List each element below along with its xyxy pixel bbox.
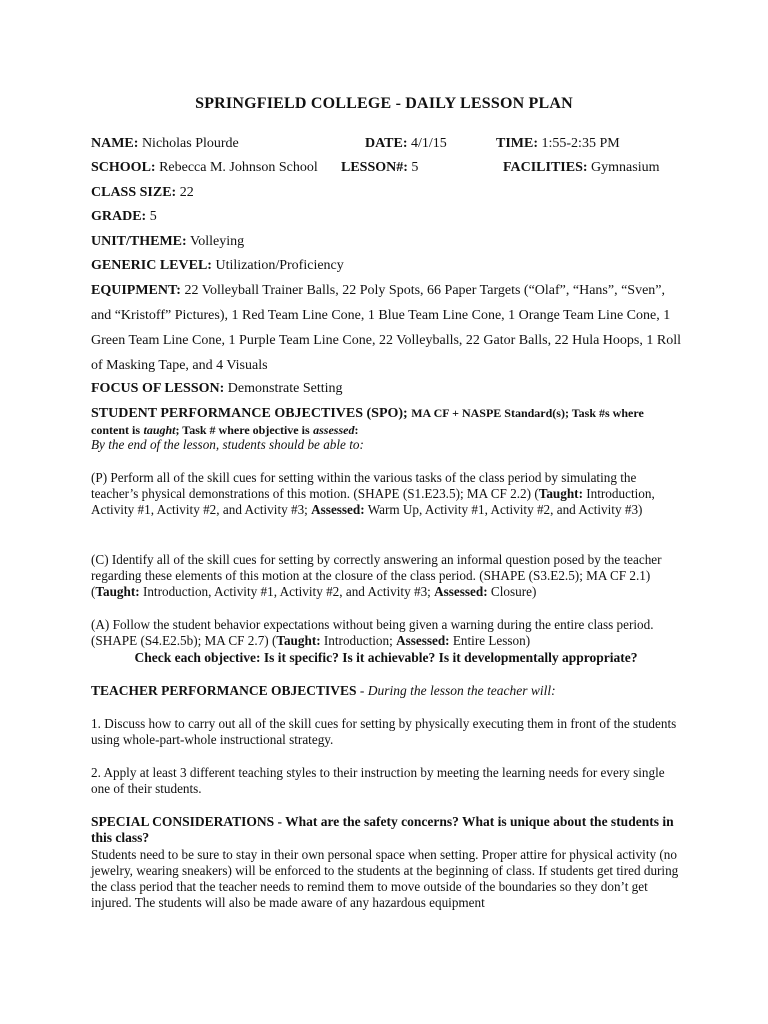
- unit-row: [91, 233, 681, 251]
- tpo-item: 2. Apply at least 3 different teaching styles to their instruction by meeting the learning needs for every single one of their students.: [91, 765, 665, 796]
- objective-text: (A) Follow the student behavior expectations without being given a warning during the entire class period. (SHAPE (S4.E2.5b); MA CF 2.7) (: [91, 617, 654, 648]
- facilities-value: Gymnasium: [591, 160, 660, 175]
- tpo-heading-text: TEACHER PERFORMANCE OBJECTIVES: [91, 683, 357, 698]
- lesson-number-label: LESSON#:: [341, 160, 408, 175]
- time-label: TIME:: [496, 136, 538, 151]
- spo-standard-assessed: assessed: [313, 423, 355, 437]
- facilities-label: FACILITIES:: [503, 160, 588, 175]
- class-size-label: CLASS SIZE:: [91, 185, 177, 200]
- objective-affective: [91, 617, 681, 649]
- objective-check: Check each objective: Is it specific? Is it achievable? Is it developmentally appropriate?: [134, 650, 638, 665]
- spo-standard-text: ; Task # where objective is: [175, 423, 310, 437]
- focus-row: [91, 380, 681, 398]
- name-label: NAME:: [91, 136, 139, 151]
- special-considerations-body: Students need to be sure to stay in their own personal space when setting. Proper attire for physical activity (no jewelry, wearing sneakers) will be enforced to the students at the beginning of class. If students get tired during the class period that the teacher needs to remind them to move outside of the boundaries so they don’t get injured. The students will also be made aware of any hazardous equipment: [91, 847, 679, 910]
- date-label: DATE:: [365, 136, 408, 151]
- focus-value: Demonstrate Setting: [227, 381, 343, 396]
- date-value: 4/1/15: [411, 136, 447, 151]
- grade-row: [91, 208, 681, 226]
- spo-heading-text: STUDENT PERFORMANCE OBJECTIVES (SPO);: [91, 406, 408, 421]
- taught-value: Introduction;: [320, 633, 397, 648]
- assessed-value: Warm Up, Activity #1, Activity #2, and Activity #3): [364, 502, 643, 517]
- generic-level-row: [91, 257, 681, 275]
- objective-text: (P) Perform all of the skill cues for setting within the various tasks of the class period by simulating the teacher’s physical demonstrations of this motion. (SHAPE (S1.E23.5); MA CF 2.2) (: [91, 470, 637, 501]
- taught-label: Taught:: [538, 486, 583, 501]
- assessed-value: Entire Lesson): [449, 633, 531, 648]
- school-row: [91, 159, 681, 177]
- name-value: Nicholas Plourde: [141, 136, 239, 151]
- school-value: Rebecca M. Johnson School: [159, 160, 318, 175]
- grade-label: GRADE:: [91, 209, 147, 224]
- name-row: [91, 135, 681, 153]
- objective-cognitive: [91, 552, 681, 600]
- objective-psychomotor: [91, 470, 681, 518]
- tpo-intro: During the lesson the teacher will:: [367, 683, 556, 698]
- focus-label: FOCUS OF LESSON:: [91, 381, 225, 396]
- taught-label: Taught:: [95, 584, 140, 599]
- spo-standard-taught: taught: [143, 423, 176, 437]
- unit-value: Volleying: [189, 234, 245, 249]
- taught-value: Introduction, Activity #1, Activity #2, and Activity #3;: [91, 486, 655, 517]
- special-considerations-heading: SPECIAL CONSIDERATIONS - What are the safety concerns? What is unique about the students in this class?: [91, 814, 674, 845]
- generic-level-label: GENERIC LEVEL:: [91, 258, 212, 273]
- assessed-label: Assessed:: [434, 584, 488, 599]
- generic-level-value: Utilization/Proficiency: [215, 258, 344, 273]
- lesson-number-value: 5: [411, 160, 419, 175]
- objective-text: (C) Identify all of the skill cues for setting by correctly answering an informal question posed by the teacher regarding these elements of this motion at the closure of the class period. (SHAPE (S3.E2.5); MA CF 2.1) (: [91, 552, 662, 599]
- tpo-dash: -: [356, 683, 368, 698]
- spo-standard-text: :: [354, 423, 359, 437]
- taught-value: Introduction, Activity #1, Activity #2, and Activity #3;: [139, 584, 435, 599]
- equipment-line: 22 Volleyball Trainer Balls, 22 Poly Spots, 66 Paper Targets (“Olaf”, “Hans”, “Sven”,: [184, 283, 666, 298]
- page-title: SPRINGFIELD COLLEGE - DAILY LESSON PLAN: [195, 95, 573, 112]
- taught-label: Taught:: [276, 633, 321, 648]
- tpo-item: 1. Discuss how to carry out all of the skill cues for setting by physically executing them in front of the students using whole-part-whole instructional strategy.: [91, 716, 677, 747]
- equipment-line: and “Kristoff” Pictures), 1 Red Team Line Cone, 1 Blue Team Line Cone, 1 Orange Team Line Cone, 1: [91, 308, 671, 323]
- assessed-value: Closure): [487, 584, 537, 599]
- equipment-line: Green Team Line Cone, 1 Purple Team Line Cone, 22 Volleyballs, 22 Gator Balls, 22 Hula Hoops, 1 Roll: [91, 333, 681, 348]
- tpo-heading: [91, 683, 681, 699]
- equipment-label: EQUIPMENT:: [91, 283, 181, 298]
- spo-standard-text: content is: [91, 423, 140, 437]
- spo-heading: [91, 405, 681, 439]
- time-value: 1:55-2:35 PM: [541, 136, 620, 151]
- equipment-block: [91, 278, 681, 378]
- school-label: SCHOOL:: [91, 160, 156, 175]
- assessed-label: Assessed:: [311, 502, 365, 517]
- class-size-row: [91, 184, 681, 202]
- assessed-label: Assessed:: [396, 633, 450, 648]
- spo-standard-text: MA CF + NASPE Standard(s); Task #s where: [411, 406, 644, 420]
- grade-value: 5: [149, 209, 157, 224]
- unit-label: UNIT/THEME:: [91, 234, 187, 249]
- spo-intro: By the end of the lesson, students should be able to:: [91, 437, 364, 452]
- equipment-line: of Masking Tape, and 4 Visuals: [91, 358, 268, 373]
- class-size-value: 22: [179, 185, 194, 200]
